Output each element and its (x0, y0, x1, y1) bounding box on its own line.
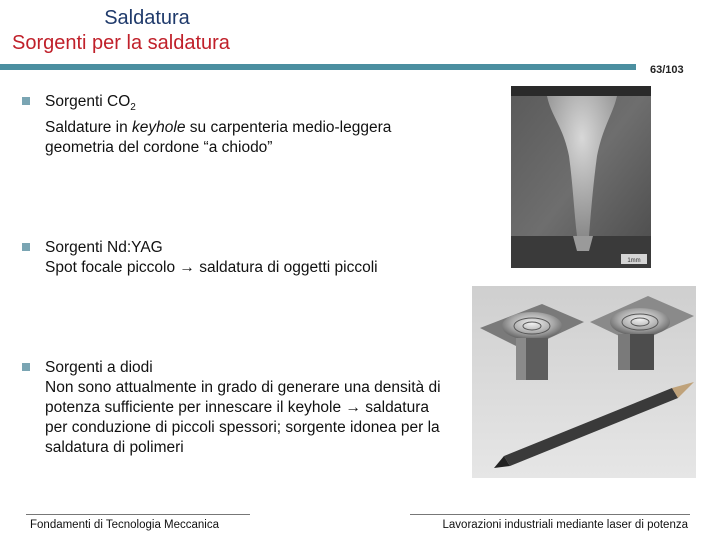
header-divider (0, 64, 636, 70)
welded-parts-image (472, 286, 696, 478)
bullet-paragraph: Non sono attualmente in grado di generare una densità di potenza sufficiente per innescare il keyhole → saldatura per conduzione di piccoli spessori; sorgente idonea per la saldatura di polimeri (45, 379, 441, 456)
bullet-line: Saldature in keyhole su carpenteria medio-leggera (45, 119, 392, 137)
arrow-right-icon: → (345, 399, 361, 416)
footer-divider-right (410, 514, 690, 515)
page-number: 63/103 (650, 64, 684, 76)
bullet-text (45, 358, 445, 458)
bullet-line: geometria del cordone “a chiodo” (45, 139, 273, 157)
footer-topic: Lavorazioni industriali mediante laser di potenza (442, 519, 688, 531)
bullet-square-icon (22, 363, 30, 371)
weld-cross-section-image (511, 86, 651, 268)
bullet-heading: Sorgenti Nd:YAG (45, 239, 163, 256)
bullet-line: Spot focale piccolo → saldatura di oggetti piccoli (45, 259, 378, 276)
slide-title (12, 6, 282, 55)
bullet-text (45, 92, 475, 158)
bullet-text (45, 238, 465, 278)
footer-divider-left (26, 514, 250, 515)
arrow-right-icon: → (179, 259, 195, 276)
scale-bar-label: 1mm (627, 258, 641, 264)
bullet-heading: Sorgenti $CO_2$ (45, 93, 136, 114)
title-line-1: Saldatura (104, 7, 190, 29)
footer-course: Fondamenti di Tecnologia Meccanica (30, 519, 220, 531)
bullet-square-icon (22, 243, 30, 251)
bullet-heading: Sorgenti a diodi (45, 359, 153, 376)
title-line-2: Sorgenti per la saldatura (12, 32, 230, 54)
bullet-square-icon (22, 97, 30, 105)
